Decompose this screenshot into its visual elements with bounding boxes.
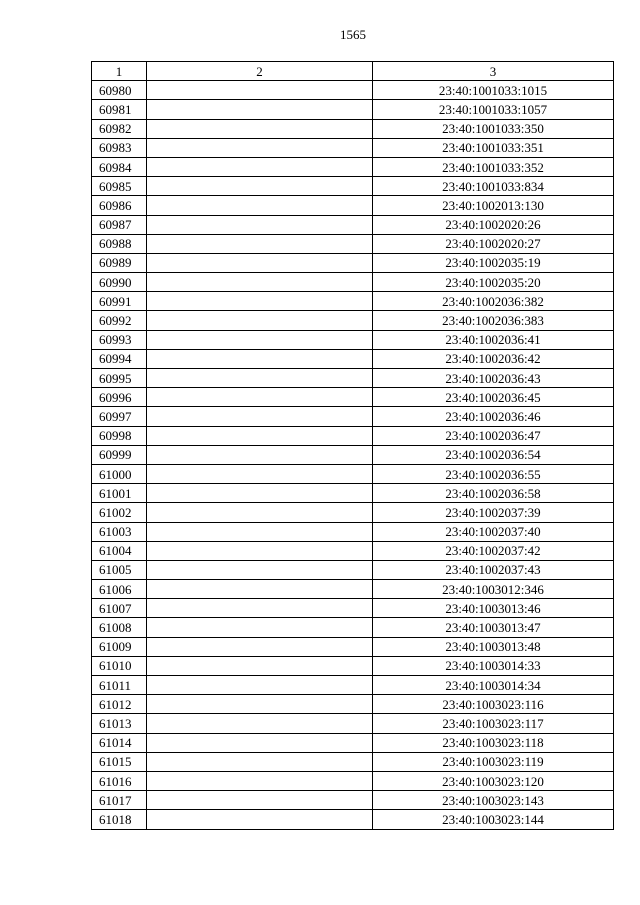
column-2-cell (147, 138, 373, 157)
table-header (92, 62, 614, 81)
column-2-cell (147, 215, 373, 234)
cadastral-number-cell: 23:40:1003023:144 (373, 810, 614, 829)
column-2-cell (147, 311, 373, 330)
row-number-cell: 60999 (92, 445, 147, 464)
cadastral-number-cell: 23:40:1003014:33 (373, 656, 614, 675)
row-number-cell: 60994 (92, 349, 147, 368)
cadastral-number-cell: 23:40:1002036:58 (373, 484, 614, 503)
cadastral-number-cell: 23:40:1001033:834 (373, 177, 614, 196)
table-row (92, 349, 614, 368)
column-2-cell (147, 157, 373, 176)
cadastral-number-cell: 23:40:1003013:47 (373, 618, 614, 637)
row-number-cell: 61002 (92, 503, 147, 522)
table-row (92, 714, 614, 733)
cadastral-number-cell: 23:40:1002020:27 (373, 234, 614, 253)
column-2-cell (147, 637, 373, 656)
row-number-cell: 61004 (92, 541, 147, 560)
cadastral-number-cell: 23:40:1002036:41 (373, 330, 614, 349)
table-row (92, 234, 614, 253)
table-row (92, 791, 614, 810)
cadastral-number-cell: 23:40:1002037:40 (373, 522, 614, 541)
table-row (92, 541, 614, 560)
table-row (92, 177, 614, 196)
row-number-cell: 61003 (92, 522, 147, 541)
column-2-cell (147, 714, 373, 733)
column-2-cell (147, 445, 373, 464)
cadastral-number-cell: 23:40:1002035:19 (373, 253, 614, 272)
column-2-cell (147, 100, 373, 119)
row-number-cell: 60982 (92, 119, 147, 138)
table-row (92, 196, 614, 215)
row-number-cell: 60985 (92, 177, 147, 196)
cadastral-number-cell: 23:40:1001033:1057 (373, 100, 614, 119)
column-2-cell (147, 676, 373, 695)
row-number-cell: 60986 (92, 196, 147, 215)
table-row (92, 618, 614, 637)
cadastral-number-cell: 23:40:1001033:351 (373, 138, 614, 157)
cadastral-number-cell: 23:40:1003023:120 (373, 771, 614, 790)
row-number-cell: 61011 (92, 676, 147, 695)
column-2-cell (147, 503, 373, 522)
cadastral-number-cell: 23:40:1002036:55 (373, 464, 614, 483)
column-2-cell (147, 273, 373, 292)
table-body (92, 81, 614, 829)
table-row (92, 733, 614, 752)
table-row (92, 100, 614, 119)
column-2-cell (147, 810, 373, 829)
table-row (92, 292, 614, 311)
table-row (92, 637, 614, 656)
row-number-cell: 61001 (92, 484, 147, 503)
cadastral-number-cell: 23:40:1002035:20 (373, 273, 614, 292)
column-2-cell (147, 388, 373, 407)
column-2-cell (147, 349, 373, 368)
table-row (92, 810, 614, 829)
table-row (92, 369, 614, 388)
table-row (92, 138, 614, 157)
row-number-cell: 61005 (92, 560, 147, 579)
cadastral-number-cell: 23:40:1002036:46 (373, 407, 614, 426)
table-row (92, 656, 614, 675)
cadastral-number-cell: 23:40:1003013:48 (373, 637, 614, 656)
row-number-cell: 61006 (92, 580, 147, 599)
table-row (92, 388, 614, 407)
row-number-cell: 60993 (92, 330, 147, 349)
column-2-cell (147, 599, 373, 618)
row-number-cell: 61009 (92, 637, 147, 656)
cadastral-number-cell: 23:40:1002036:45 (373, 388, 614, 407)
column-2-cell (147, 541, 373, 560)
column-header-2: 2 (147, 62, 373, 81)
column-2-cell (147, 522, 373, 541)
row-number-cell: 61008 (92, 618, 147, 637)
row-number-cell: 61015 (92, 752, 147, 771)
table-row (92, 445, 614, 464)
row-number-cell: 60988 (92, 234, 147, 253)
row-number-cell: 60996 (92, 388, 147, 407)
table-row (92, 599, 614, 618)
row-number-cell: 61000 (92, 464, 147, 483)
table-row (92, 81, 614, 100)
table-row (92, 560, 614, 579)
cadastral-number-cell: 23:40:1002036:47 (373, 426, 614, 445)
cadastral-number-cell: 23:40:1002036:382 (373, 292, 614, 311)
cadastral-number-cell: 23:40:1001033:352 (373, 157, 614, 176)
table-row (92, 253, 614, 272)
table-row (92, 752, 614, 771)
column-2-cell (147, 464, 373, 483)
column-2-cell (147, 253, 373, 272)
table-row (92, 464, 614, 483)
row-number-cell: 61018 (92, 810, 147, 829)
column-2-cell (147, 119, 373, 138)
column-2-cell (147, 484, 373, 503)
row-number-cell: 60984 (92, 157, 147, 176)
table-row (92, 311, 614, 330)
row-number-cell: 61013 (92, 714, 147, 733)
cadastral-number-cell: 23:40:1002020:26 (373, 215, 614, 234)
table-row (92, 695, 614, 714)
column-header-3: 3 (373, 62, 614, 81)
cadastral-number-cell: 23:40:1002036:383 (373, 311, 614, 330)
header-row (92, 62, 614, 81)
column-2-cell (147, 580, 373, 599)
table-row (92, 676, 614, 695)
table-row (92, 771, 614, 790)
table-row (92, 503, 614, 522)
row-number-cell: 61010 (92, 656, 147, 675)
row-number-cell: 61012 (92, 695, 147, 714)
column-2-cell (147, 560, 373, 579)
table-row (92, 426, 614, 445)
cadastral-number-cell: 23:40:1002036:54 (373, 445, 614, 464)
table-row (92, 157, 614, 176)
table-row (92, 580, 614, 599)
column-2-cell (147, 177, 373, 196)
cadastral-number-cell: 23:40:1002037:42 (373, 541, 614, 560)
column-2-cell (147, 292, 373, 311)
cadastral-number-cell: 23:40:1003023:143 (373, 791, 614, 810)
row-number-cell: 60981 (92, 100, 147, 119)
column-2-cell (147, 618, 373, 637)
column-2-cell (147, 752, 373, 771)
cadastral-number-cell: 23:40:1002036:42 (373, 349, 614, 368)
row-number-cell: 60998 (92, 426, 147, 445)
cadastral-number-cell: 23:40:1001033:350 (373, 119, 614, 138)
row-number-cell: 60987 (92, 215, 147, 234)
column-2-cell (147, 426, 373, 445)
cadastral-number-cell: 23:40:1003014:34 (373, 676, 614, 695)
row-number-cell: 61007 (92, 599, 147, 618)
row-number-cell: 60990 (92, 273, 147, 292)
column-2-cell (147, 771, 373, 790)
row-number-cell: 61017 (92, 791, 147, 810)
cadastral-number-cell: 23:40:1003023:118 (373, 733, 614, 752)
cadastral-number-cell: 23:40:1002013:130 (373, 196, 614, 215)
table-row (92, 484, 614, 503)
row-number-cell: 61016 (92, 771, 147, 790)
row-number-cell: 60989 (92, 253, 147, 272)
row-number-cell: 60991 (92, 292, 147, 311)
cadastral-number-cell: 23:40:1003023:116 (373, 695, 614, 714)
column-2-cell (147, 407, 373, 426)
row-number-cell: 60995 (92, 369, 147, 388)
table-row (92, 119, 614, 138)
cadastral-number-cell: 23:40:1003013:46 (373, 599, 614, 618)
column-2-cell (147, 196, 373, 215)
row-number-cell: 61014 (92, 733, 147, 752)
cadastral-number-cell: 23:40:1002036:43 (373, 369, 614, 388)
cadastral-number-cell: 23:40:1001033:1015 (373, 81, 614, 100)
column-2-cell (147, 81, 373, 100)
column-2-cell (147, 369, 373, 388)
column-2-cell (147, 733, 373, 752)
table-row (92, 407, 614, 426)
table-row (92, 522, 614, 541)
page-number: 1565 (340, 27, 366, 42)
cadastral-number-cell: 23:40:1002037:39 (373, 503, 614, 522)
column-2-cell (147, 656, 373, 675)
row-number-cell: 60980 (92, 81, 147, 100)
column-2-cell (147, 695, 373, 714)
row-number-cell: 60992 (92, 311, 147, 330)
column-header-1: 1 (92, 62, 147, 81)
column-2-cell (147, 330, 373, 349)
cadastral-number-cell: 23:40:1003023:117 (373, 714, 614, 733)
cadastral-number-cell: 23:40:1003023:119 (373, 752, 614, 771)
data-table (91, 61, 614, 830)
column-2-cell (147, 791, 373, 810)
cadastral-number-cell: 23:40:1003012:346 (373, 580, 614, 599)
row-number-cell: 60997 (92, 407, 147, 426)
table-row (92, 330, 614, 349)
table-row (92, 215, 614, 234)
table-row (92, 273, 614, 292)
cadastral-number-cell: 23:40:1002037:43 (373, 560, 614, 579)
row-number-cell: 60983 (92, 138, 147, 157)
column-2-cell (147, 234, 373, 253)
